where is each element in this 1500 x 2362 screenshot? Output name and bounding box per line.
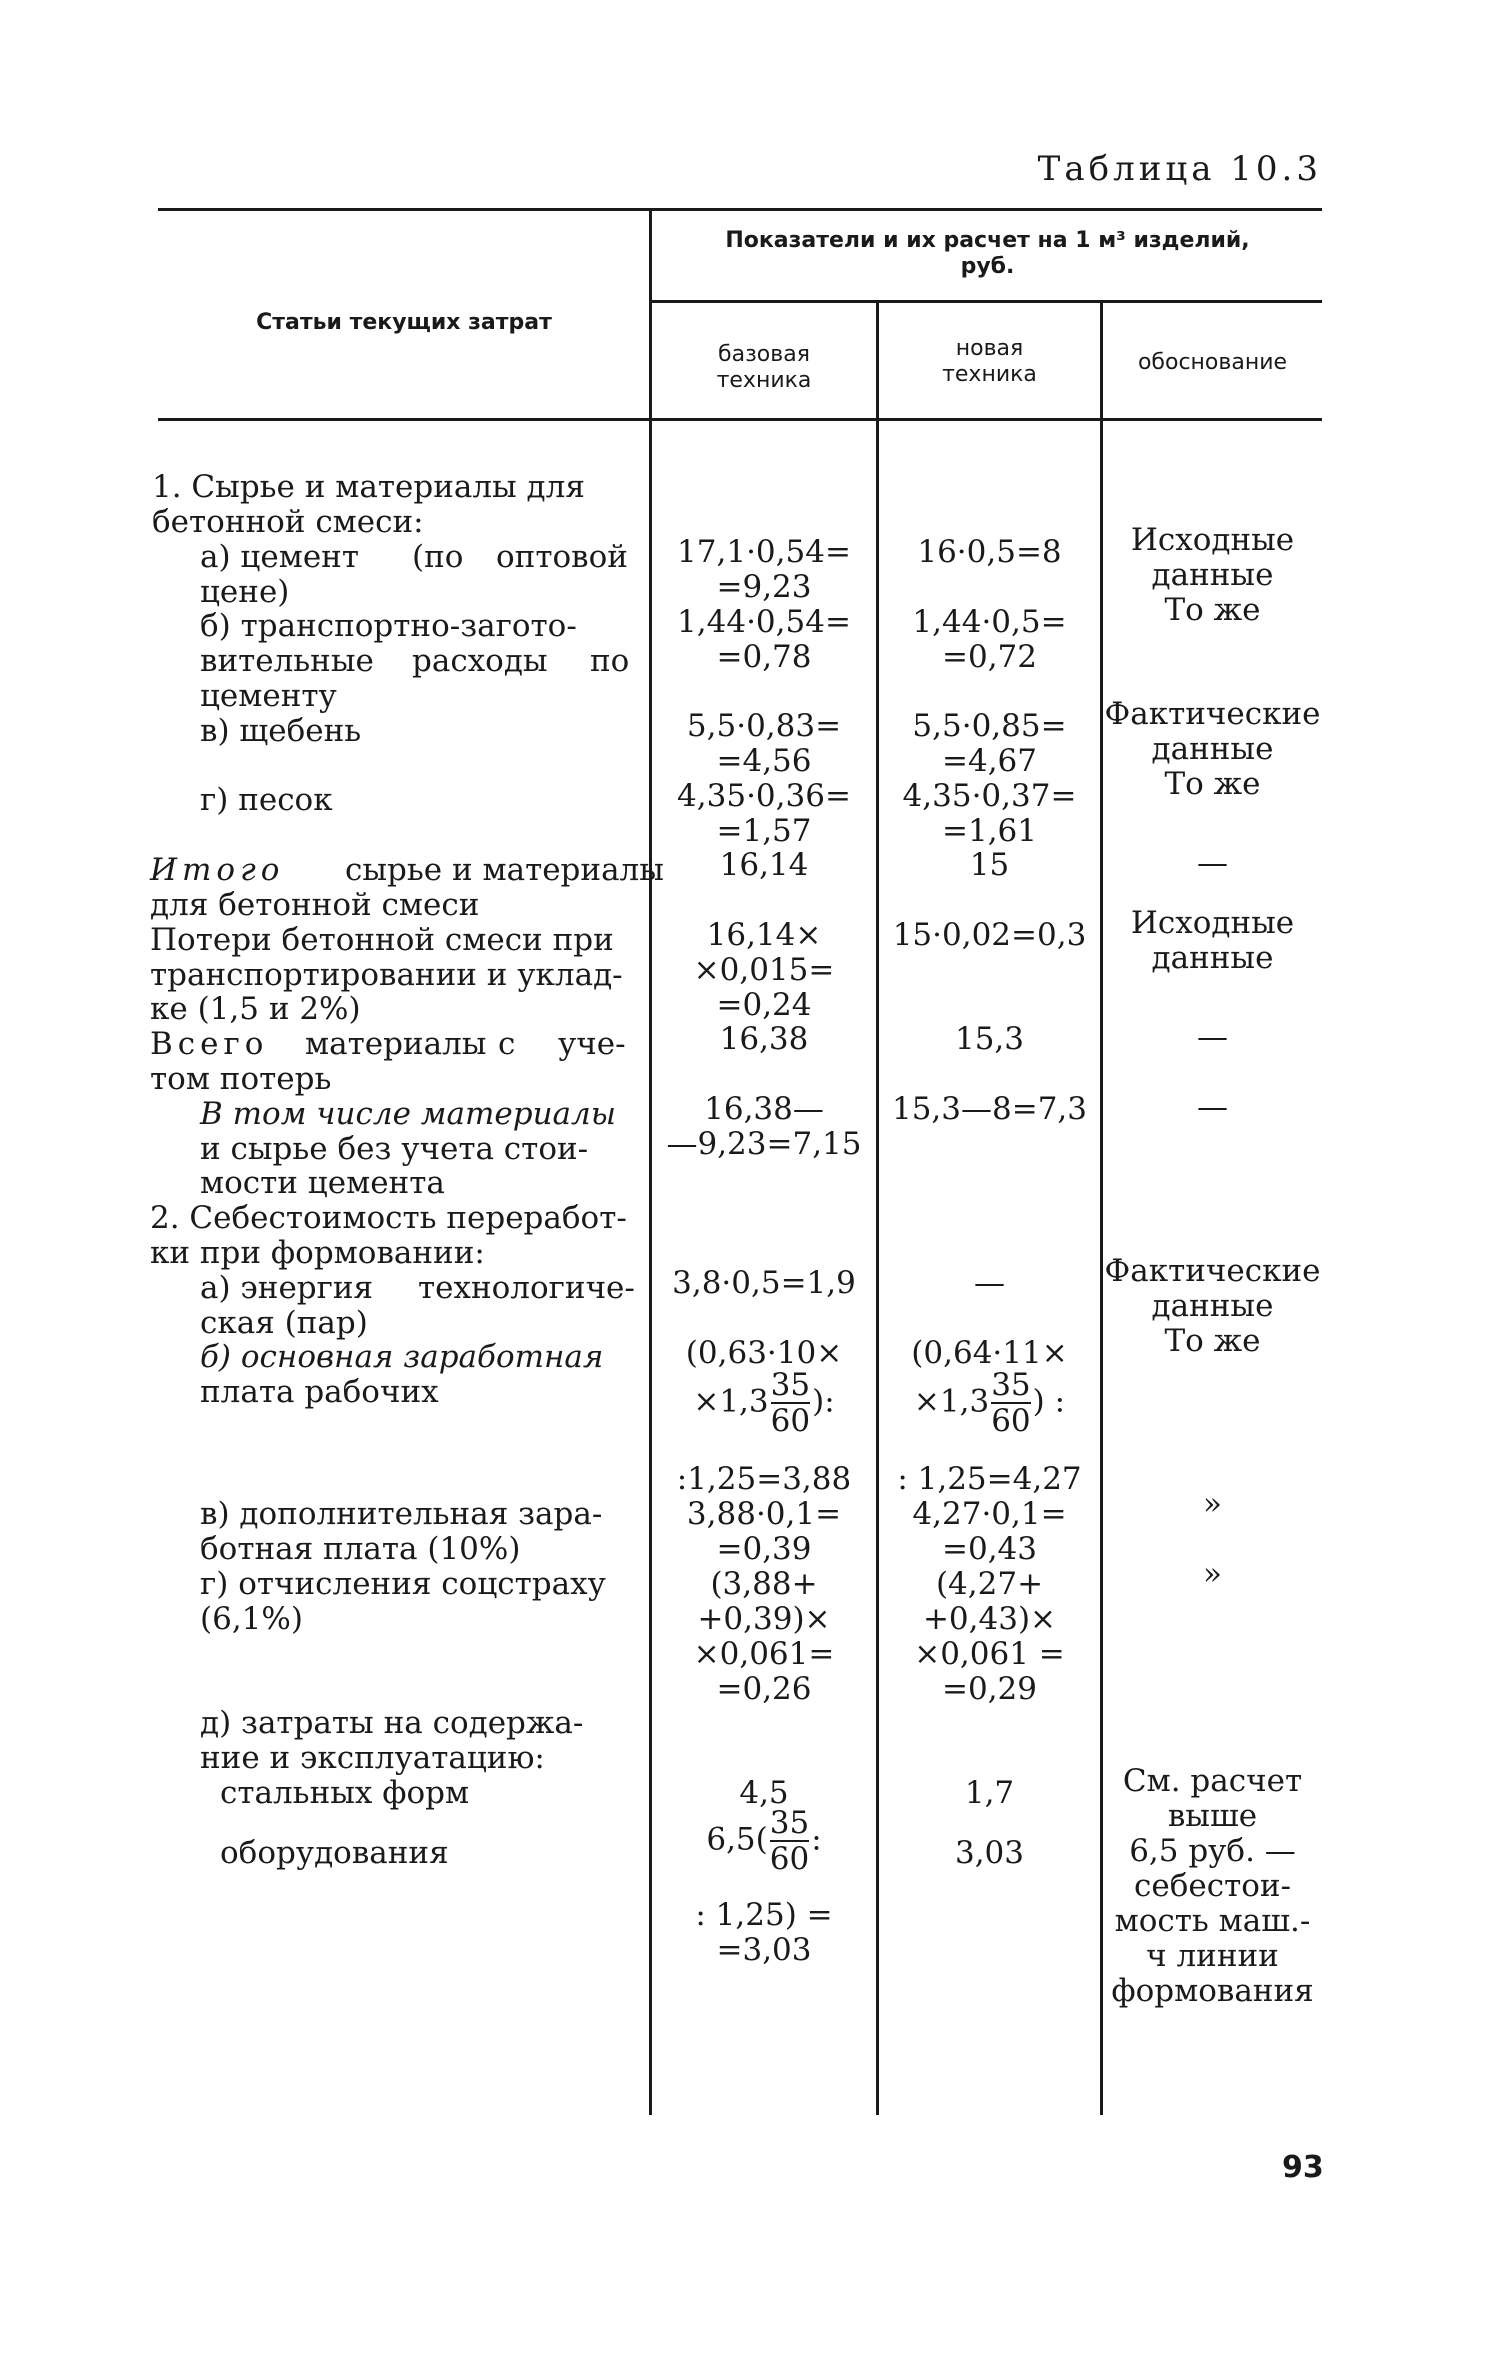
base-cell-fraction: ×1,3 $\frac{35}{60}$ ):	[693, 1367, 835, 1439]
base-cell: 16,38— —9,23=7,15	[666, 1091, 862, 1162]
row-text: мости цемента	[200, 1165, 445, 1201]
new-cell: 1,44·0,5= =0,72	[912, 604, 1067, 675]
table-title: Таблица 10.3	[1037, 149, 1322, 189]
base-cell: 4,5	[739, 1775, 789, 1811]
row-text: ская (пар)	[200, 1305, 368, 1341]
row-text: ки при формовании:	[150, 1235, 485, 1271]
new-cell: 15,3	[954, 1021, 1025, 1057]
new-cell: 3,03	[954, 1835, 1025, 1871]
basis-cell: Исходные данные То же	[1130, 522, 1295, 628]
row-text: по	[590, 643, 630, 679]
row-text: цене)	[200, 574, 290, 610]
basis-cell: —	[1197, 845, 1228, 881]
basis-cell: Фактические данные То же	[1104, 696, 1321, 802]
basis-cell: »	[1203, 1556, 1222, 1592]
header-new: новая техника	[942, 336, 1037, 387]
row-text: расходы	[412, 643, 548, 679]
new-cell: 16·0,5=8	[917, 534, 1062, 570]
row-text: Всего	[150, 1026, 269, 1062]
row-text: Потери бетонной смеси при	[150, 922, 614, 958]
base-cell: (0,63·10×	[685, 1335, 843, 1371]
new-cell-fraction: ×1,3 $\frac{35}{60}$ ) :	[913, 1367, 1066, 1439]
new-cell: 4,27·0,1= =0,43	[912, 1496, 1067, 1567]
row-text: цементу	[200, 678, 337, 714]
header-basis: обоснование	[1137, 350, 1288, 375]
row-text: транспортировании и уклад-	[150, 957, 623, 993]
row-text: б) транспортно-загото-	[200, 608, 577, 644]
base-cell: 5,5·0,83= =4,56	[686, 708, 842, 779]
row-text: Итого	[150, 852, 285, 888]
new-cell: —	[974, 1265, 1005, 1301]
row-text: бетонной смеси:	[152, 504, 424, 540]
header-col-items: Статьи текущих затрат	[256, 310, 552, 335]
basis-cell: См. расчет выше 6,5 руб. — себестои- мость маш.- ч линии формования	[1111, 1763, 1314, 2009]
group-header-rule	[651, 300, 1322, 303]
basis-cell: —	[1197, 1019, 1228, 1055]
base-cell: 3,8·0,5=1,9	[672, 1265, 856, 1301]
row-text: г) отчисления соцстраху	[200, 1566, 606, 1602]
fraction: $\frac{35}{60}$	[991, 1367, 1031, 1439]
fraction: $\frac{35}{60}$	[770, 1367, 811, 1439]
new-cell: 15·0,02=0,3	[892, 917, 1087, 953]
row-text: В том числе материалы	[200, 1096, 617, 1132]
fraction: $\frac{35}{60}$	[769, 1805, 810, 1877]
row-text: уче-	[558, 1026, 626, 1062]
row-text: том потерь	[150, 1061, 332, 1097]
page-number: 93	[1282, 2150, 1324, 2185]
row-text: и сырье без учета стои-	[200, 1131, 589, 1167]
header-bottom-rule	[158, 418, 1322, 421]
row-text: вительные	[200, 643, 374, 679]
row-text: (6,1%)	[200, 1601, 303, 1637]
row-text: 2. Себестоимость переработ-	[150, 1200, 627, 1236]
row-text: в) дополнительная зара-	[200, 1496, 603, 1532]
new-cell: 15,3—8=7,3	[891, 1091, 1088, 1127]
new-cell: 5,5·0,85= =4,67	[912, 708, 1067, 779]
row-text: с	[498, 1026, 516, 1062]
new-cell: 15	[969, 847, 1010, 883]
new-cell: 1,7	[964, 1775, 1015, 1811]
row-text: ние и эксплуатацию:	[200, 1740, 545, 1776]
basis-cell: »	[1203, 1486, 1222, 1522]
row-text: для бетонной смеси	[150, 887, 480, 923]
header-group: Показатели и их расчет на 1 м³ изделий, руб.	[725, 228, 1250, 279]
base-cell: 16,14× ×0,015= =0,24	[693, 917, 835, 1023]
new-cell: (4,27+ +0,43)× ×0,061 = =0,29	[914, 1566, 1065, 1707]
header-base: базовая техника	[716, 342, 812, 393]
row-text: а) энергия	[200, 1270, 374, 1306]
basis-cell: Фактические данные То же	[1104, 1253, 1321, 1359]
row-text: ботная плата (10%)	[200, 1531, 521, 1567]
new-cell: : 1,25=4,27	[897, 1461, 1082, 1497]
row-text: оборудования	[220, 1835, 449, 1871]
base-cell: 4,35·0,36= =1,57	[677, 778, 851, 849]
row-text: в) щебень	[200, 713, 362, 749]
row-text: оптовой	[496, 539, 628, 575]
table-top-rule	[158, 208, 1322, 211]
base-cell: : 1,25) = =3,03	[695, 1897, 833, 1968]
row-text: д) затраты на содержа-	[200, 1705, 584, 1741]
row-text: а) цемент	[200, 539, 359, 575]
base-cell: 16,14	[719, 847, 809, 883]
row-text: стальных форм	[220, 1775, 470, 1811]
new-cell: 4,35·0,37= =1,61	[902, 778, 1077, 849]
new-cell: (0,64·11×	[911, 1335, 1068, 1371]
base-cell-fraction: 6,5( $\frac{35}{60}$ :	[706, 1805, 822, 1877]
base-cell: :1,25=3,88	[676, 1461, 852, 1497]
base-cell: 3,88·0,1= =0,39	[686, 1496, 842, 1567]
row-text: сырье и материалы	[345, 852, 664, 888]
base-cell: 1,44·0,54= =0,78	[677, 604, 851, 675]
row-text: (по	[412, 539, 464, 575]
row-text: 1. Сырье и материалы для	[152, 469, 585, 505]
row-text: г) песок	[200, 782, 333, 818]
base-cell: 16,38	[719, 1021, 809, 1057]
row-text: технологиче-	[418, 1270, 635, 1306]
basis-cell: —	[1197, 1089, 1228, 1125]
row-text: плата рабочих	[200, 1374, 439, 1410]
row-text: материалы	[305, 1026, 487, 1062]
base-cell: 17,1·0,54= =9,23	[677, 534, 851, 605]
basis-cell: Исходные данные	[1130, 905, 1295, 976]
base-cell: (3,88+ +0,39)× ×0,061= =0,26	[693, 1566, 835, 1707]
row-text: ке (1,5 и 2%)	[150, 991, 361, 1027]
row-text: б) основная заработная	[200, 1339, 604, 1375]
